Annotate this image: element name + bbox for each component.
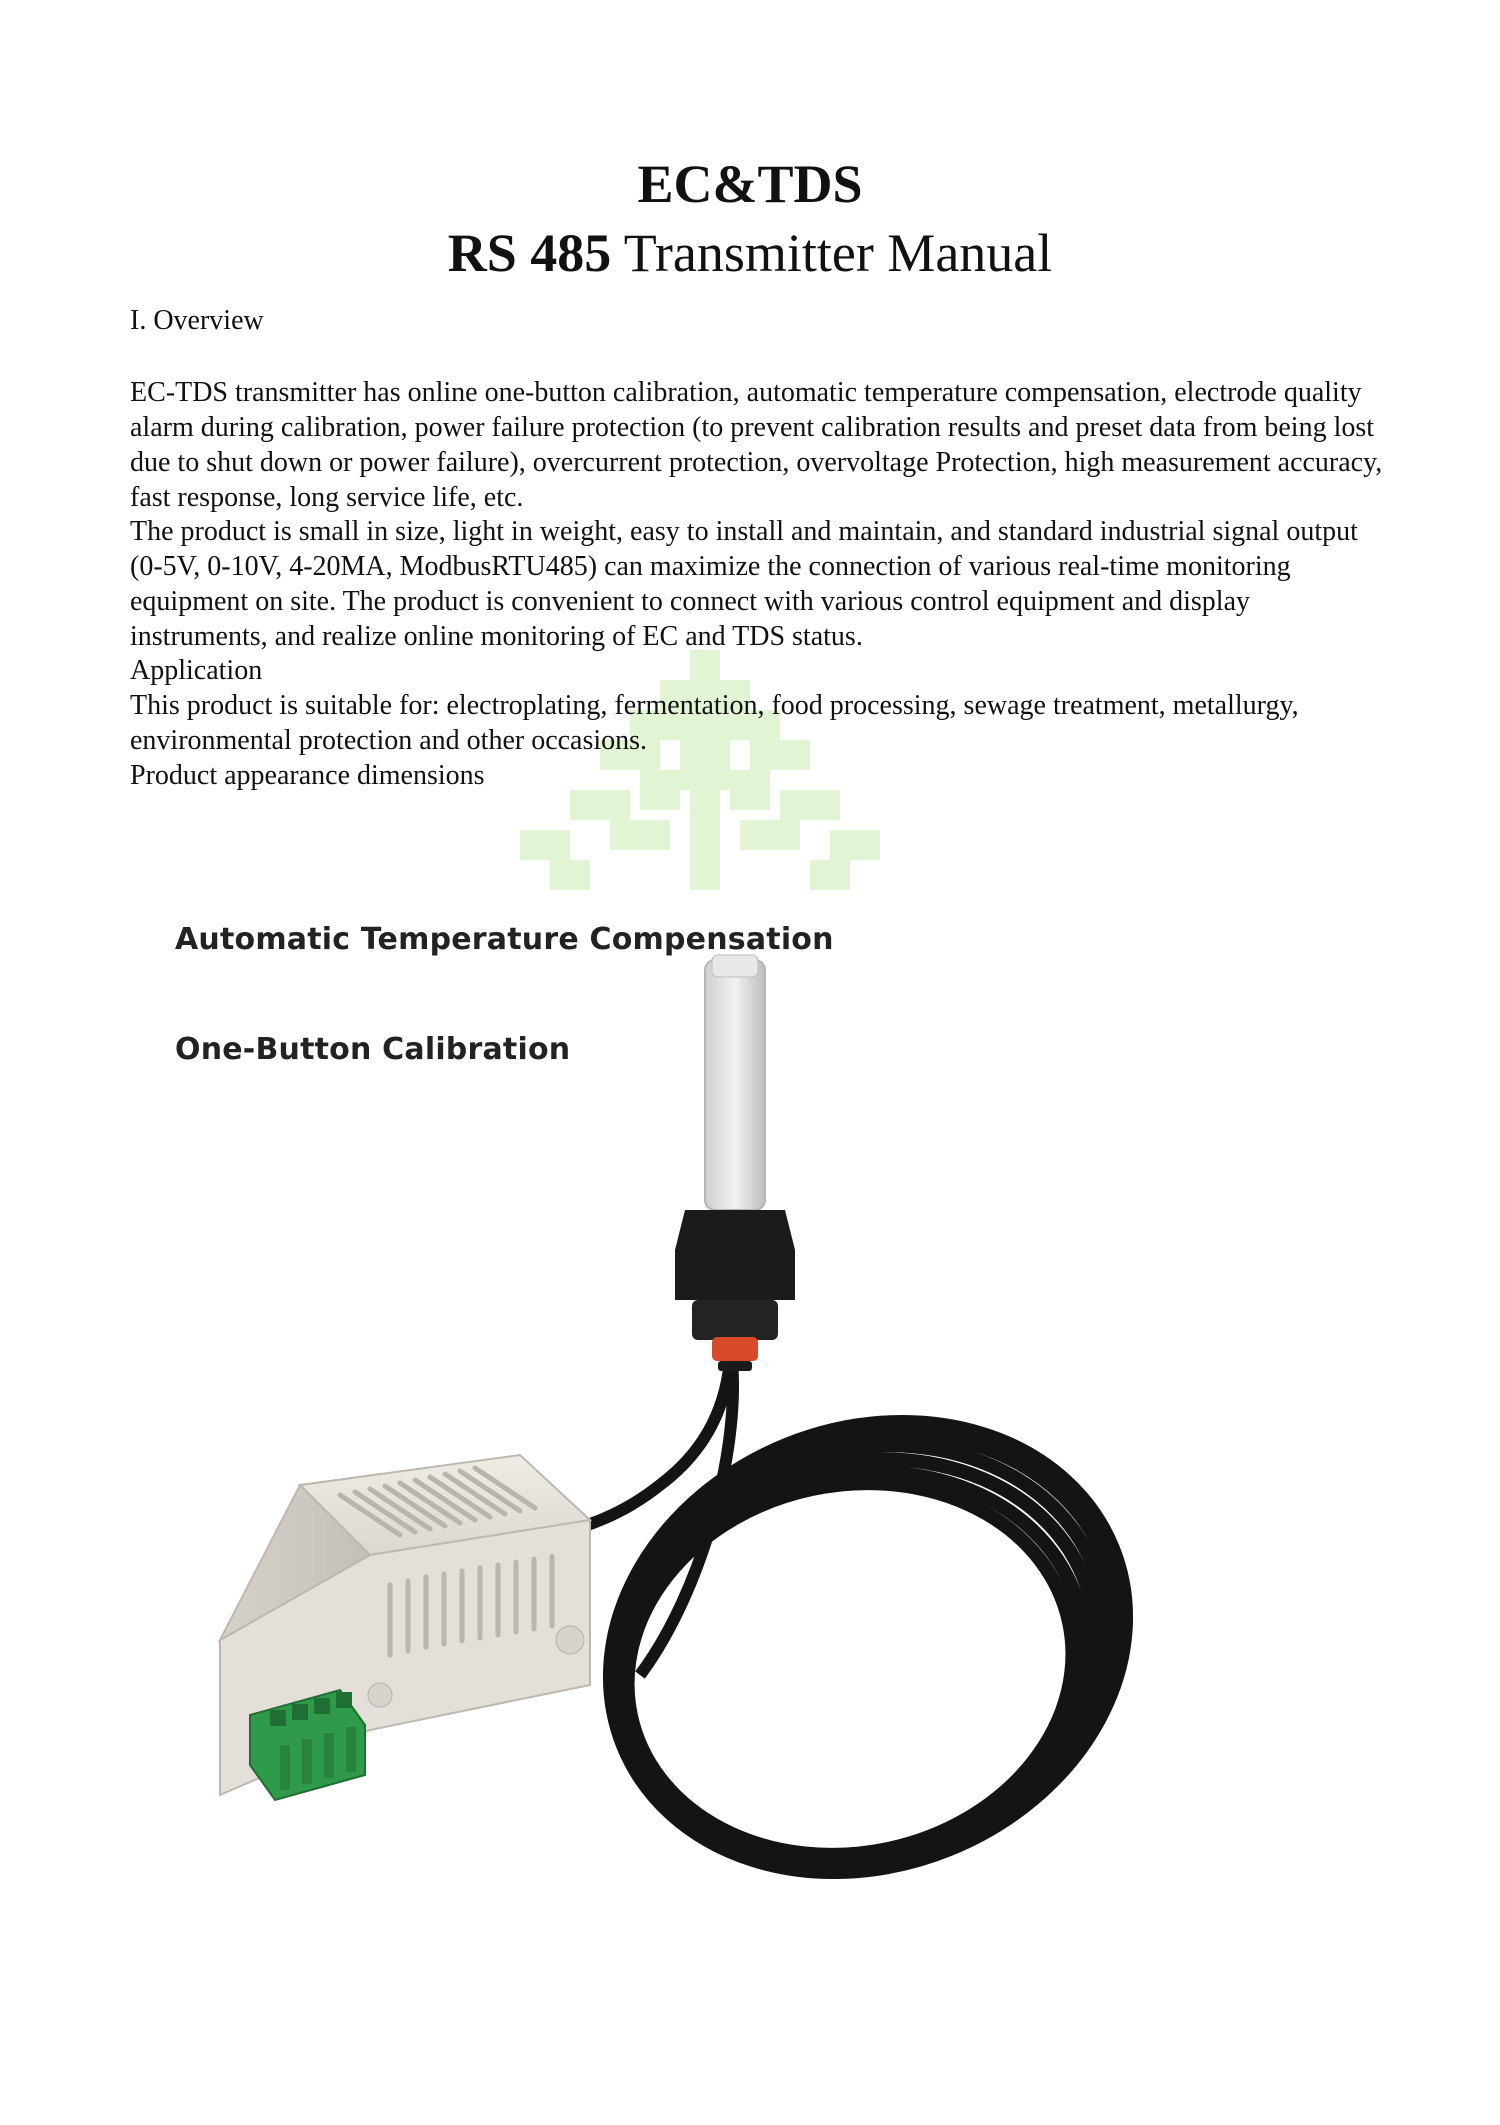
transmitter-box — [220, 1455, 590, 1800]
coiled-cable — [542, 1346, 1195, 1948]
document-subtitle — [0, 220, 1500, 286]
application-paragraph: This product is suitable for: electroplating, fermentation, food processing, sewage treatment, metallurgy, environmental protection and other occasions. — [130, 690, 1299, 756]
subtitle-bold-part: RS 485 — [447, 223, 612, 283]
probe-red-ring — [712, 1337, 758, 1361]
overview-paragraph-2: The product is small in size, light in weight, easy to install and maintain, and standard industrial signal output (0-5V, 0-10V, 4-20MA, ModbusRTU485) can maximize the connection of various real-time monitoring equipment on site. The product is convenient to connect with various control equipment and display instruments, and realize online monitoring of EC and TDS status. — [130, 516, 1358, 652]
overview-paragraph-1: EC-TDS transmitter has online one-button calibration, automatic temperature compensation, electrode quality alarm during calibration, power failure protection (to prevent calibration results and preset data from being lost due to shut down or power failure), overcurrent protection, overvoltage Protection, high measurement accuracy, fast response, long service life, etc. — [130, 377, 1383, 513]
feature-label-temperature: Automatic Temperature Compensation — [175, 922, 834, 957]
document-title: EC&TDS — [637, 154, 863, 214]
dimensions-heading: Product appearance dimensions — [130, 760, 485, 791]
application-heading: Application — [130, 655, 263, 686]
probe-tube — [705, 960, 765, 1210]
probe-body — [675, 1210, 795, 1300]
overview-heading: I. Overview — [130, 305, 264, 336]
subtitle-rest: Transmitter Manual — [611, 223, 1053, 283]
feature-label-calibration: One-Button Calibration — [175, 1032, 571, 1067]
